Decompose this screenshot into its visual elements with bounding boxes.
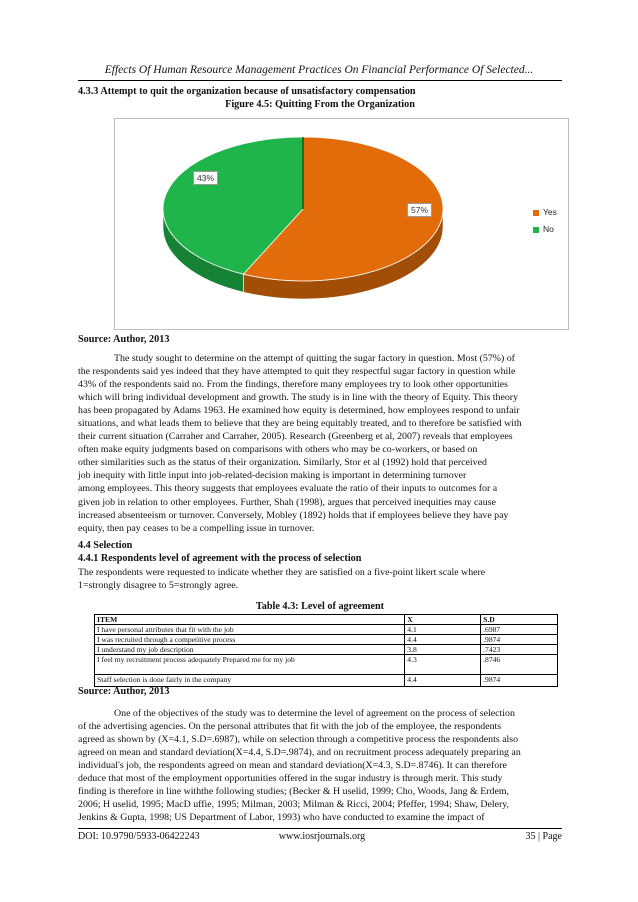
legend-swatch-no — [533, 227, 539, 233]
para2-line: of the advertising agencies. On the personal attributes that fit with the job of the employee, the respondents — [78, 721, 502, 733]
table-title: Table 4.3: Level of agreement — [255, 601, 385, 612]
selection-intro — [78, 566, 562, 592]
para2-line: individual's job, the respondents agreed on mean and standard deviation(X=4.3, S.D=.8746). It can therefore — [78, 760, 507, 772]
para2-line: 2006; H uselid, 1995; MacD uffie, 1995; Milman, 2003; Milman & Ricci, 2004; Pfeffer, 1994; Shaw, Delery, — [78, 799, 510, 811]
table-cell: I was recruited through a competitive process — [95, 635, 405, 645]
para1-line: among employees. This theory suggests that employees evaluate the ratio of their inputs to outcomes for a — [78, 483, 498, 495]
para1-line: other similarities such as the status of their organization. Similarly, Stor et al (1992) hold that perceived — [78, 457, 487, 469]
table-header-cell: X — [405, 615, 481, 625]
table-cell: I understand my job description — [95, 645, 405, 655]
legend-swatch-yes — [533, 210, 539, 216]
table-cell: Staff selection is done fairly in the company — [95, 675, 405, 687]
para1-line: situations, and what leads them to believe that they are being equitably treated, and to therefore be satisfied with — [78, 418, 522, 430]
table-header-cell: S.D — [481, 615, 558, 625]
para2-line: agreed on mean and standard deviation(X=4.4, S.D=.9874), and on recruitment process adequately preparing an — [78, 747, 521, 759]
section-heading-4-3-3: 4.3.3 Attempt to quit the organization because of unsatisfactory compensation — [78, 86, 416, 97]
legend-entry-no — [533, 224, 554, 234]
footer-doi: DOI: 10.9790/5933-06422243 — [78, 831, 200, 842]
table-row — [95, 645, 558, 655]
table-cell: 4.1 — [405, 625, 481, 635]
pie-chart-frame — [114, 118, 569, 330]
table-cell: I feel my recruitment process adequately Prepared me for my job — [95, 655, 405, 675]
table-row — [95, 635, 558, 645]
para1-line: job inequity with little input into job-related-decision making is important in determining turnover — [78, 470, 467, 482]
pie-slices-group — [163, 137, 443, 299]
data-label-no: 43% — [193, 171, 218, 185]
section-heading-4-4-1: 4.4.1 Respondents level of agreement with the process of selection — [78, 553, 362, 564]
para2-line: deduce that most of the employment opportunities offered in the sugar industry is through merit. This study — [78, 773, 503, 785]
table-header-cell: ITEM — [95, 615, 405, 625]
para1-line: 43% of the respondents said no. From the findings, therefore many employees try to look other opportunities — [78, 379, 509, 391]
running-header: Effects Of Human Resource Management Practices On Financial Performance Of Selected... — [104, 64, 534, 76]
data-label-yes: 57% — [407, 203, 432, 217]
para1-line: often make equity judgments based on comparisons with others who may be co-workers, or based on — [78, 444, 478, 456]
para1-line: their current situation (Carraher and Carraher, 2005). Research (Greenberg et al, 2007) reveals that employees — [78, 431, 513, 443]
legend-label-yes: Yes — [543, 207, 557, 217]
section-heading-4-4: 4.4 Selection — [78, 540, 133, 551]
table-source: Source: Author, 2013 — [78, 686, 170, 697]
para1-line: which will bring individual development and growth. The study is in line with the theory of Equity. This theory — [78, 392, 519, 404]
footer-rule — [78, 828, 562, 829]
para1-line: equity, then pay ceases to be a compelling issue in turnover. — [78, 522, 315, 534]
table-row — [95, 675, 558, 687]
table-row — [95, 625, 558, 635]
table-cell: .9874 — [481, 675, 558, 687]
table-cell: .8746 — [481, 655, 558, 675]
para1-line: increased absenteeism or turnover. Conversely, Mobley (1892) holds that if employees believe they have pay — [78, 509, 509, 521]
intro-line: The respondents were requested to indicate whether they are satisfied on a five-point likert scale where — [78, 567, 486, 578]
table-row — [95, 655, 558, 675]
header-rule — [78, 80, 562, 81]
legend-entry-yes — [533, 207, 557, 217]
pie-chart — [115, 119, 568, 329]
legend-label-no: No — [543, 224, 554, 234]
para1-line: given job in relation to other employees. Further, Shah (1998), argues that perceived inequities may cause — [78, 496, 496, 508]
table-cell: .6987 — [481, 625, 558, 635]
footer-site: www.iosrjournals.org — [278, 831, 366, 842]
paragraph-selection — [78, 707, 562, 824]
para2-line: One of the objectives of the study was to determine the level of agreement on the process of selection — [114, 708, 515, 719]
figure-source: Source: Author, 2013 — [78, 334, 170, 345]
table-cell: I have personal attributes that fit with the job — [95, 625, 405, 635]
para2-line: finding is therefore in line withthe following studies; (Becker & H uselid, 1999; Cho, Woods, Jang & Erdem, — [78, 786, 509, 798]
para1-line: has been propagated by Adams 1963. He examined how equity is determined, how employees respond to unfair — [78, 405, 520, 417]
table-cell: 4.4 — [405, 675, 481, 687]
para1-line: The study sought to determine on the attempt of quitting the sugar factory in question. Most (57%) of — [114, 353, 515, 364]
intro-line: 1=strongly disagree to 5=strongly agree. — [78, 580, 239, 592]
para2-line: Jenkins & Gupta, 1998; US Department of Labor, 1993) who have conducted to examine the impact of — [78, 812, 485, 824]
para1-line: the respondents said yes indeed that they have attempted to quit they respectful sugar factory in question while — [78, 366, 516, 378]
table-cell: .9874 — [481, 635, 558, 645]
paragraph-equity — [78, 352, 562, 535]
table-header-row — [95, 615, 558, 625]
para2-line: agreed as shown by (X=4.1, S.D=.6987), while on selection through a competitive process the respondents also — [78, 734, 519, 746]
table-cell: 4.3 — [405, 655, 481, 675]
footer-page: 35 | Page — [525, 831, 562, 842]
table-cell: .7423 — [481, 645, 558, 655]
table-cell: 3.8 — [405, 645, 481, 655]
table-cell: 4.4 — [405, 635, 481, 645]
agreement-table — [94, 614, 558, 687]
figure-title: Figure 4.5: Quitting From the Organization — [225, 99, 415, 110]
